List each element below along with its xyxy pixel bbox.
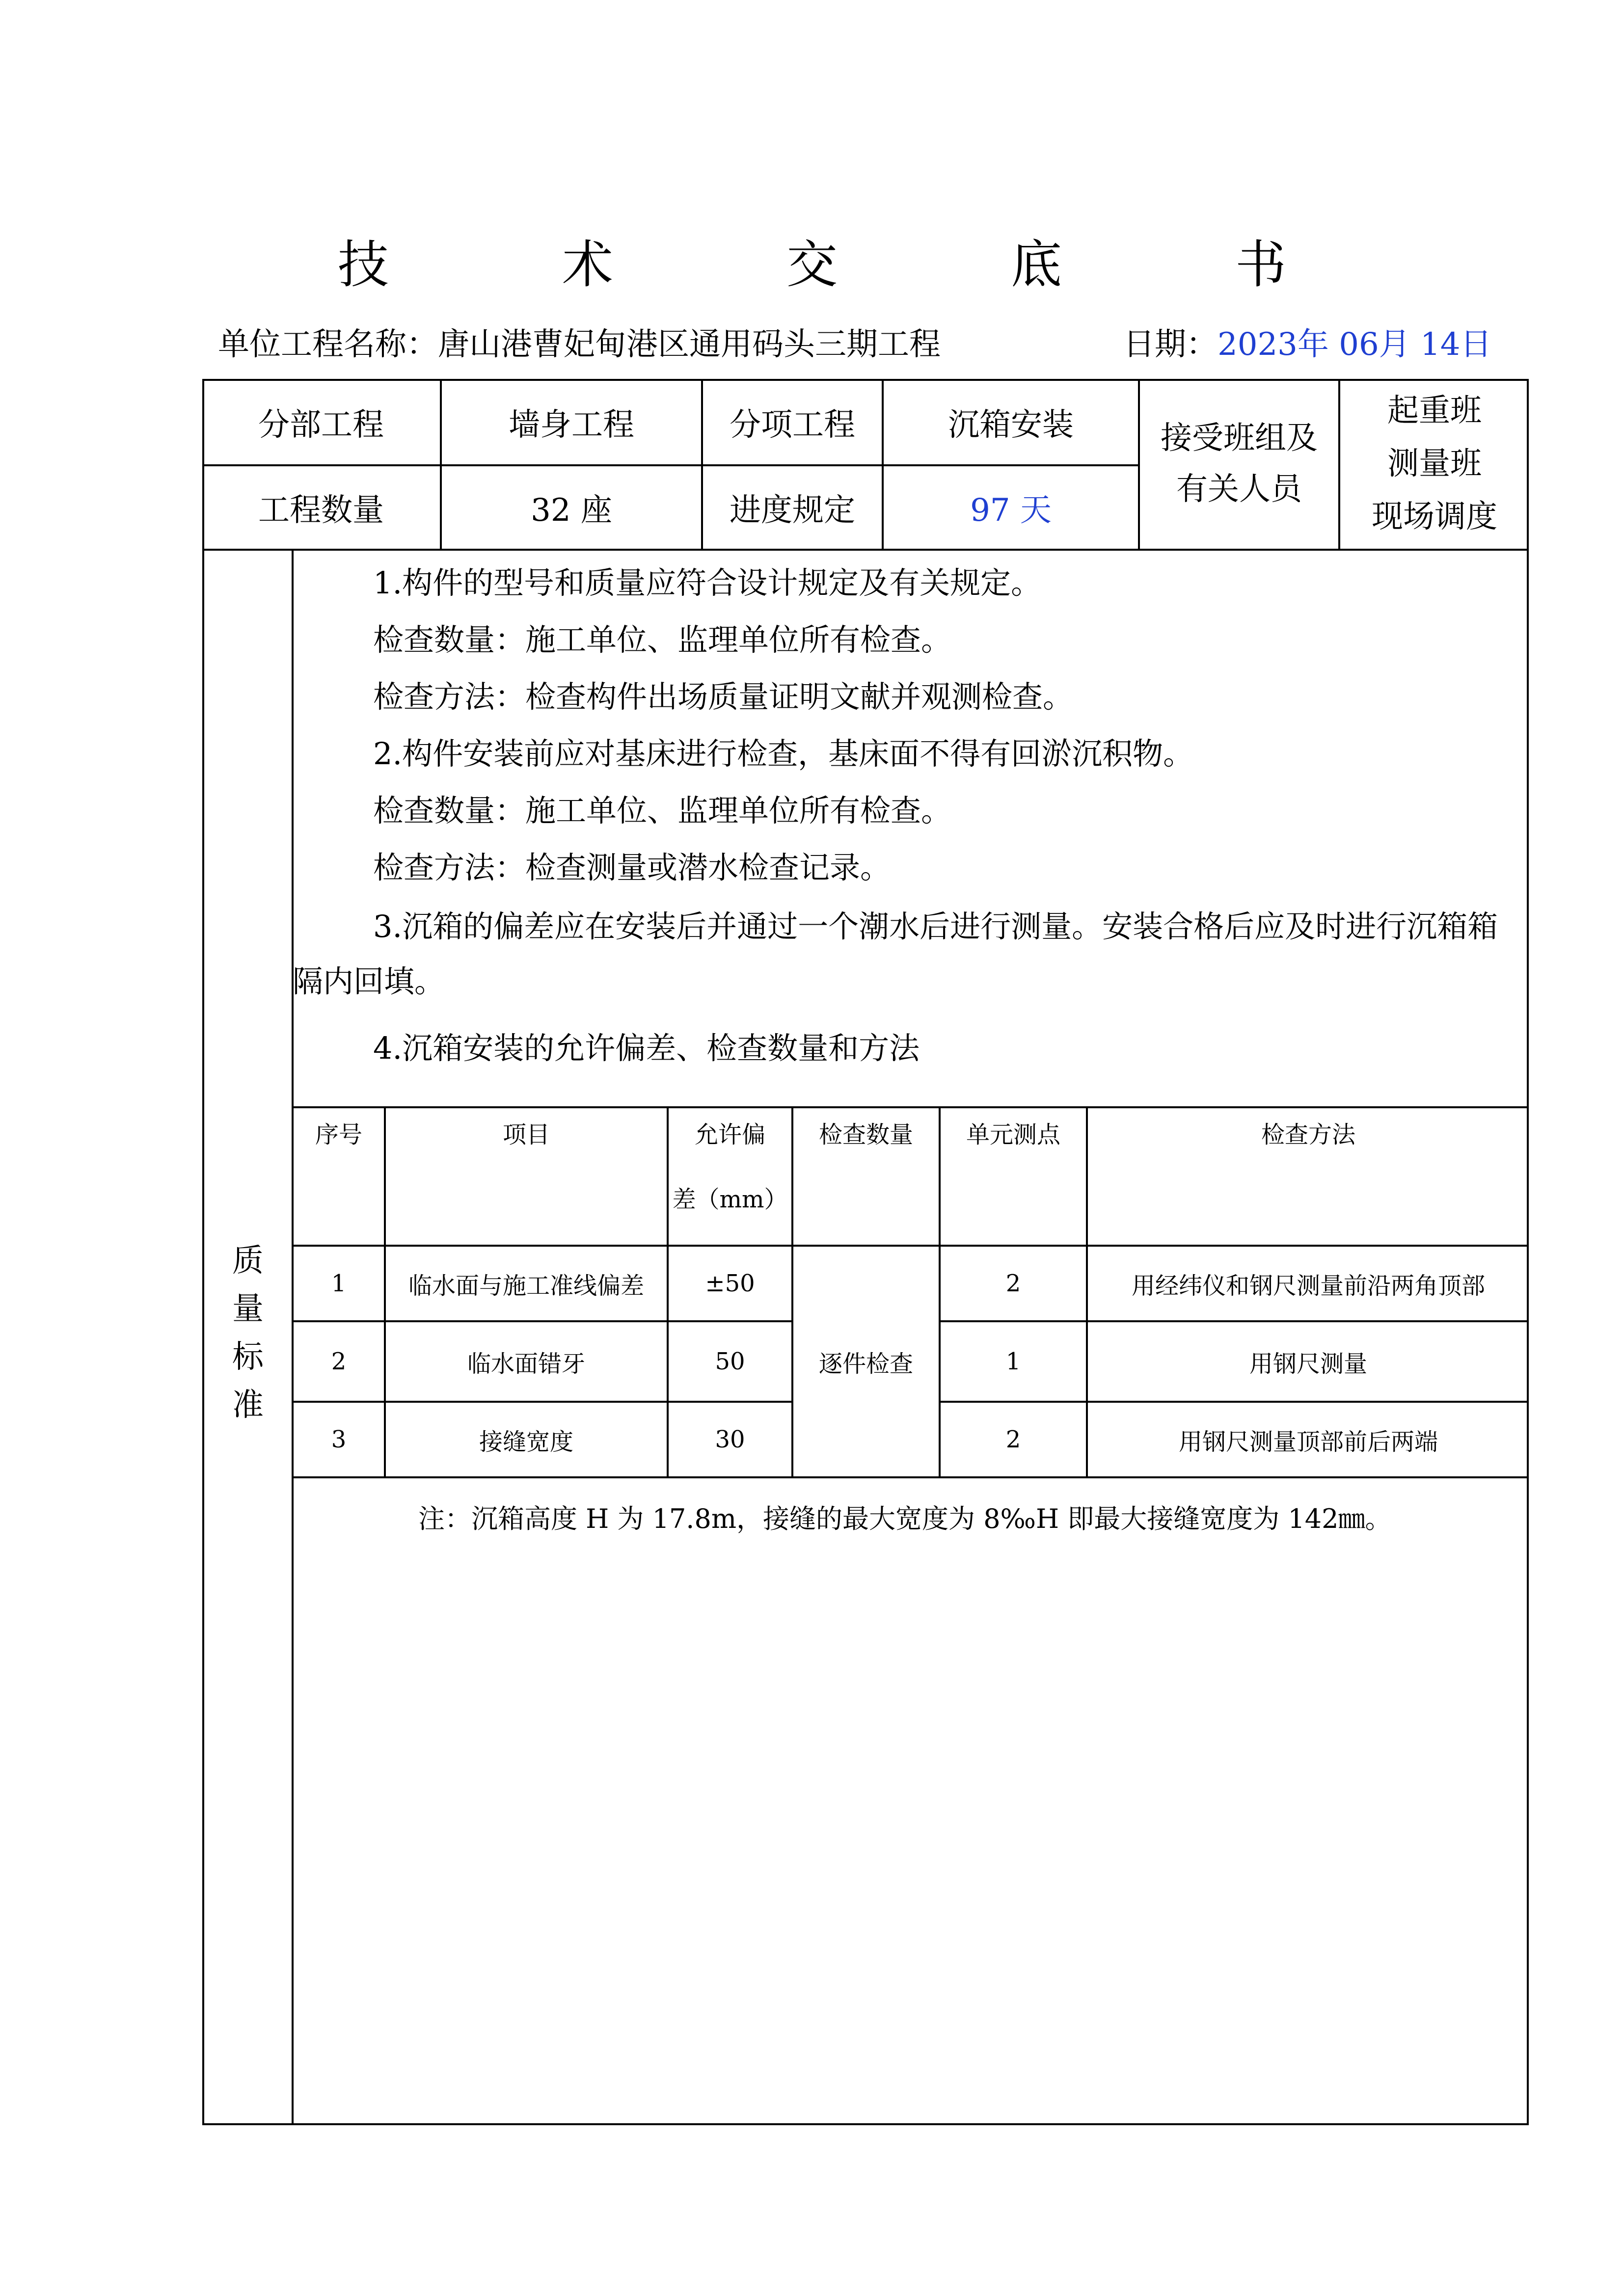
table-cell-method: 用经纬仪和钢尺测量前沿两角顶部 <box>1131 1272 1485 1300</box>
date-month: 06 <box>1339 326 1379 363</box>
date-day-unit: 日 <box>1460 326 1492 363</box>
recipients-label-line: 接受班组及 <box>1161 420 1318 456</box>
table-cell-seq: 1 <box>331 1270 347 1297</box>
date-year: 2023 <box>1218 326 1298 363</box>
quality-standard-content <box>293 555 1520 1077</box>
item-value: 沉箱安装 <box>948 407 1074 443</box>
recipient-crane-team: 起重班 <box>1387 393 1482 429</box>
table-cell-item: 接缝宽度 <box>479 1428 573 1456</box>
recipients-label <box>1140 379 1338 549</box>
table-cell-seq: 3 <box>331 1426 347 1453</box>
quantity-label: 工程数量 <box>258 492 384 529</box>
date-day: 14 <box>1420 326 1461 363</box>
side-label-char: 标 <box>232 1339 264 1375</box>
table-cell-tolerance: 50 <box>715 1348 745 1375</box>
table-cell-points: 2 <box>1005 1426 1021 1453</box>
paragraph: 检查数量：施工单位、监理单位所有检查。 <box>373 622 952 658</box>
table-header-tolerance <box>669 1108 791 1245</box>
table-cell-points: 1 <box>1005 1348 1021 1375</box>
paragraph: 4.沉箱安装的允许偏差、检查数量和方法 <box>373 1030 920 1066</box>
document-title: 技 术 交 底 书 <box>337 235 1365 294</box>
table-cell-item: 临水面与施工准线偏差 <box>408 1272 644 1300</box>
table-header-seq: 序号 <box>315 1121 362 1148</box>
table-divider <box>293 1476 1529 1478</box>
table-cell-tolerance: ±50 <box>705 1270 755 1297</box>
paragraph: 检查方法：检查测量或潜水检查记录。 <box>373 850 891 885</box>
date-year-unit: 年 <box>1297 326 1329 363</box>
sub-project-value: 墙身工程 <box>509 407 634 443</box>
table-header-count: 检查数量 <box>818 1121 913 1148</box>
paragraph: 3.沉箱的偏差应在安装后并通过一个潮水后进行测量。安装合格后应及时进行沉箱箱隔内回填。 <box>293 908 1498 999</box>
date-label: 日期： <box>1123 326 1218 363</box>
recipient-survey-team: 测量班 <box>1387 446 1482 482</box>
project-name-line <box>218 319 941 364</box>
item-label: 分项工程 <box>730 407 855 443</box>
sub-project-label: 分部工程 <box>258 407 384 443</box>
table-cell-tolerance: 30 <box>715 1426 745 1453</box>
quality-standard-label <box>202 1237 294 1429</box>
paragraph: 检查数量：施工单位、监理单位所有检查。 <box>373 793 952 828</box>
project-name: 唐山港曹妃甸港区通用码头三期工程 <box>438 326 941 363</box>
recipients-list <box>1340 379 1529 549</box>
divider <box>202 549 1529 551</box>
table-header-points: 单元测点 <box>966 1121 1060 1148</box>
schedule-label: 进度规定 <box>730 492 855 529</box>
project-label: 单位工程名称： <box>218 326 438 363</box>
table-cell-count-merged: 逐件检查 <box>818 1350 913 1378</box>
recipients-label-line: 有关人员 <box>1176 471 1302 507</box>
tolerance-header-line: 差（mm） <box>672 1186 788 1213</box>
table-header-item: 项目 <box>502 1121 550 1148</box>
paragraph: 1.构件的型号和质量应符合设计规定及有关规定。 <box>373 565 1042 601</box>
table-cell-seq: 2 <box>331 1348 347 1375</box>
side-label-char: 质 <box>232 1243 264 1279</box>
paragraph: 2.构件安装前应对基床进行检查，基床面不得有回淤沉积物。 <box>373 736 1194 772</box>
table-cell-points: 2 <box>1005 1270 1021 1297</box>
paragraph: 检查方法：检查构件出场质量证明文献并观测检查。 <box>373 679 1074 715</box>
recipient-site-dispatch: 现场调度 <box>1372 499 1497 535</box>
table-cell-method: 用钢尺测量顶部前后两端 <box>1178 1428 1438 1456</box>
date-line <box>1123 319 1491 364</box>
tolerance-header-line: 允许偏 <box>694 1121 765 1148</box>
table-cell-item: 临水面错牙 <box>467 1350 585 1378</box>
schedule-value: 97 天 <box>970 492 1052 529</box>
note-text: 注：沉箱高度 H 为 17.8m，接缝的最大宽度为 8‰H 即最大接缝宽度为 142㎜。 <box>418 1503 1392 1534</box>
date-month-unit: 月 <box>1379 326 1410 363</box>
quantity-value: 32 座 <box>531 492 612 529</box>
side-label-char: 量 <box>232 1291 264 1327</box>
table-header-method: 检查方法 <box>1261 1121 1355 1148</box>
side-label-char: 准 <box>232 1387 264 1423</box>
table-cell-method: 用钢尺测量 <box>1249 1350 1367 1378</box>
